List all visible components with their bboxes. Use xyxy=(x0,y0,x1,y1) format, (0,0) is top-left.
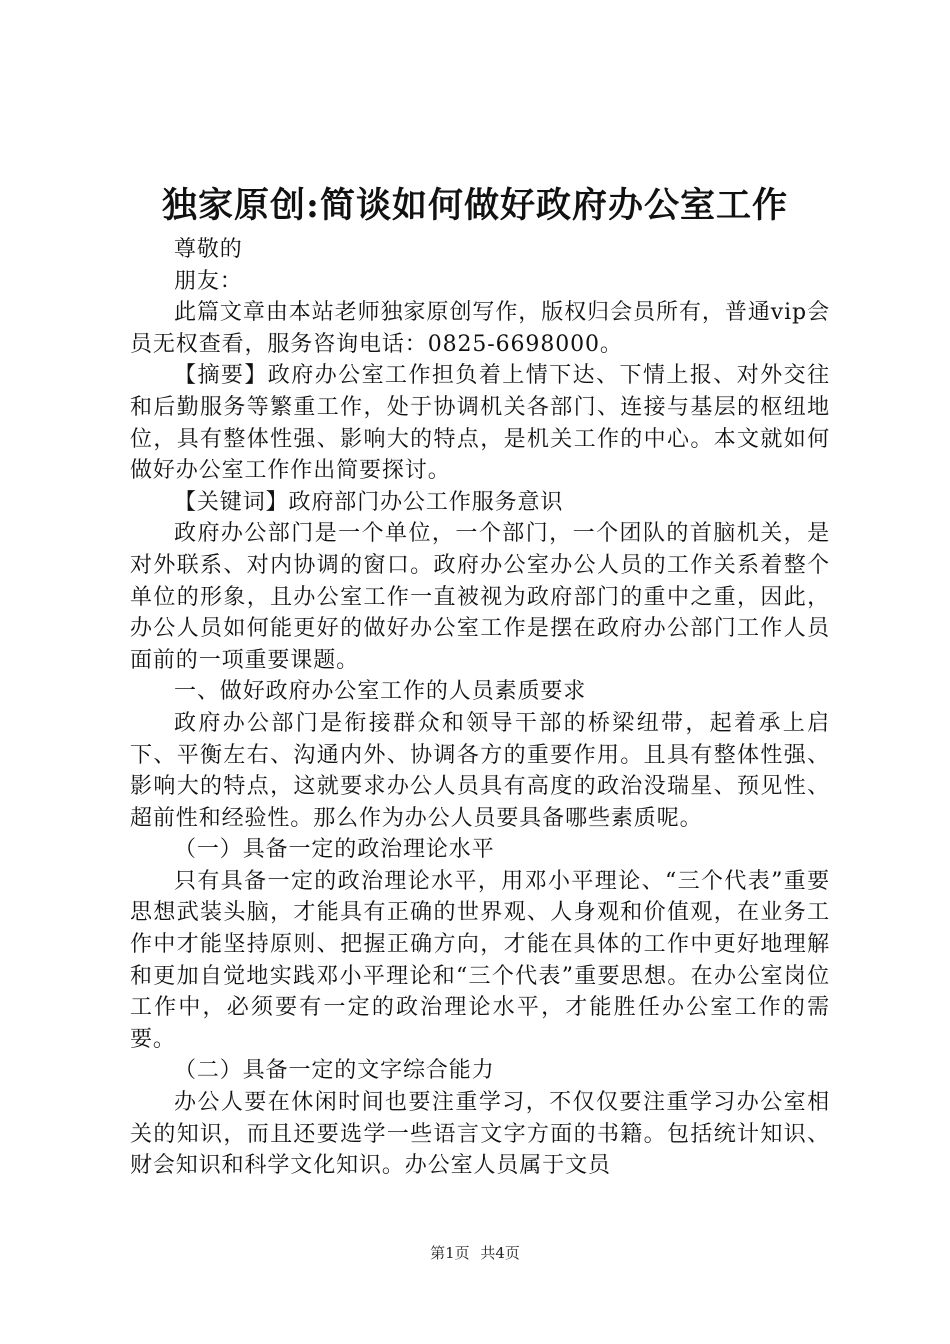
salutation-line: 尊敬的 xyxy=(174,237,243,262)
subsection-heading: （一）具备一定的政治理论水平 xyxy=(174,837,495,863)
paragraph: 只有具备一定的政治理论水平，用邓小平理论、“三个代表”重要思想武装头脑，才能具有正确的世界观、人身观和价值观，在业务工作中才能坚持原则、把握正确方向，才能在具体的工作中更好地理解和更加自觉地实践邓小平理论和“三个代表”重要思想。在办公室岗位工作中，必须要有一定的政治理论水平，才能胜任办公室工作的需要。 xyxy=(130,868,830,1052)
paragraph-abstract: 【摘要】政府办公室工作担负着上情下达、下情上报、对外交往和后勤服务等繁重工作，处于协调机关各部门、连接与基层的枢纽地位，具有整体性强、影响大的特点，是机关工作的中心。本文就如何做好办公室工作作出简要探讨。 xyxy=(130,363,830,484)
page-number: 第1页 xyxy=(430,1244,470,1262)
paragraph: 办公人要在休闲时间也要注重学习，不仅仅要注重学习办公室相关的知识，而且还要选学一些语言文字方面的书籍。包括统计知识、财会知识和科学文化知识。办公室人员属于文员 xyxy=(130,1090,830,1179)
document-title: 独家原创:简谈如何做好政府办公室工作 xyxy=(162,185,788,226)
document-body xyxy=(130,234,830,1182)
section-heading: 一、做好政府办公室工作的人员素质要求 xyxy=(174,679,587,705)
page-footer xyxy=(0,1243,950,1263)
paragraph: 政府办公部门是衔接群众和领导干部的桥梁纽带，起着承上启下、平衡左右、沟通内外、协调各方的重要作用。且具有整体性强、影响大的特点，这就要求办公人员具有高度的政治没瑞星、预见性、超前性和经验性。那么作为办公人员要具备哪些素质呢。 xyxy=(130,710,830,831)
paragraph-notice: 此篇文章由本站老师独家原创写作，版权归会员所有，普通vip会员无权查看，服务咨询电话：0825-6698000。 xyxy=(130,300,830,357)
page-total: 共4页 xyxy=(480,1244,520,1262)
paragraph-intro: 政府办公部门是一个单位，一个部门，一个团队的首脑机关，是对外联系、对内协调的窗口。政府办公室办公人员的工作关系着整个单位的形象，且办公室工作一直被视为政府部门的重中之重，因此，办公人员如何能更好的做好办公室工作是摆在政府办公部门工作人员面前的一项重要课题。 xyxy=(130,521,830,673)
salutation-line: 朋友： xyxy=(174,268,243,294)
paragraph-keywords: 【关键词】政府部门办公工作服务意识 xyxy=(174,489,564,515)
subsection-heading: （二）具备一定的文字综合能力 xyxy=(174,1058,495,1084)
